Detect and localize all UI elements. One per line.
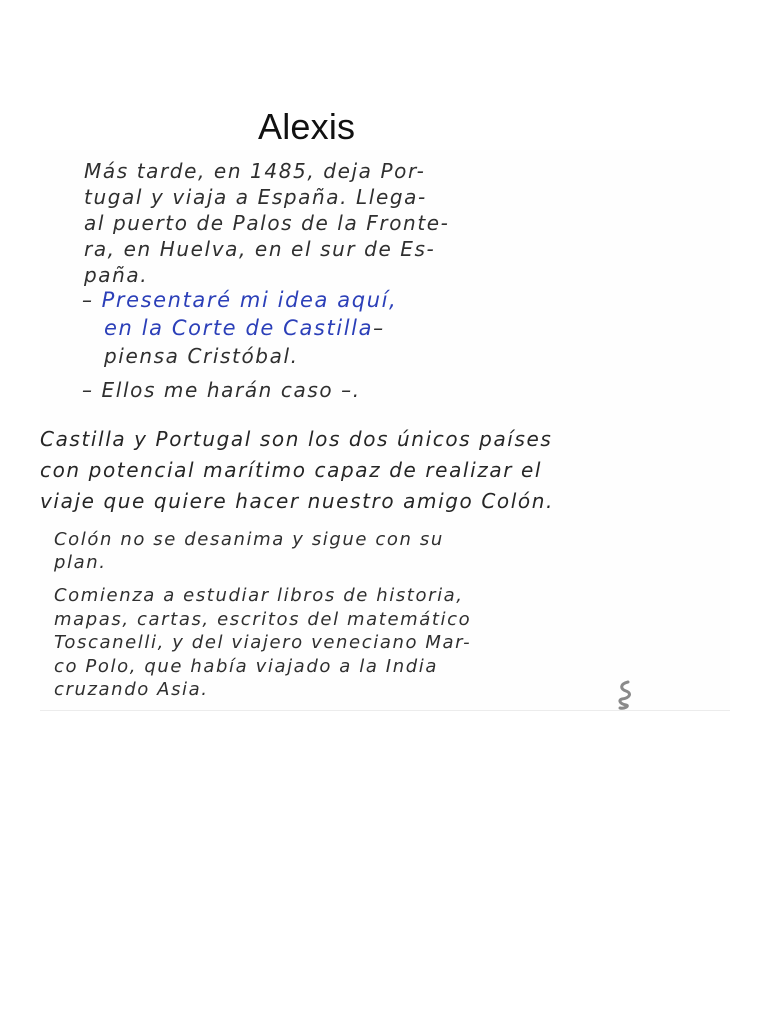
paragraph-castilla-portugal (40, 424, 554, 517)
text-line: paña. (84, 263, 149, 287)
paragraph-colon-plan (54, 528, 444, 574)
dialogue-second-line: – Ellos me harán caso –. (82, 378, 361, 402)
quote-text: Presentaré mi idea aquí, (101, 288, 398, 312)
text-line: Toscanelli, y del viajero veneciano Mar- (54, 632, 472, 653)
text-line: Colón no se desanima y sigue con su (54, 529, 444, 550)
squiggle-mark-icon (614, 680, 636, 710)
text-line: cruzando Asia. (54, 679, 209, 700)
dialogue-dash: – (82, 288, 94, 312)
text-line: viaje que quiere hacer nuestro amigo Colón. (40, 489, 554, 513)
paragraph-studies (54, 584, 471, 702)
text-line: con potencial marítimo capaz de realizar el (40, 458, 543, 482)
quote-text: en la Corte de Castilla (104, 316, 374, 340)
text-line: plan. (54, 552, 107, 573)
text-line: co Polo, que había viajado a la India (54, 655, 438, 677)
dialogue-block (82, 286, 397, 370)
paragraph-arrival-spain (84, 158, 449, 288)
text-line: Comienza a estudiar libros de historia, (54, 585, 464, 606)
narration-line: piensa Cristóbal. (104, 344, 299, 368)
text-line: mapas, cartas, escritos del matemático (54, 608, 472, 630)
dialogue-line (82, 314, 397, 342)
page-title: Alexis (258, 106, 356, 147)
text-line: Más tarde, en 1485, deja Por- (84, 159, 426, 183)
dialogue-dash: – (373, 316, 385, 340)
text-line: Castilla y Portugal son los dos únicos países (40, 427, 553, 451)
dialogue-line (82, 286, 397, 314)
scanned-book-page (40, 150, 730, 711)
text-line: tugal y viaja a España. Llega- (84, 185, 427, 209)
text-line: ra, en Huelva, en el sur de Es- (84, 237, 436, 261)
text-line: al puerto de Palos de la Fronte- (84, 211, 450, 235)
